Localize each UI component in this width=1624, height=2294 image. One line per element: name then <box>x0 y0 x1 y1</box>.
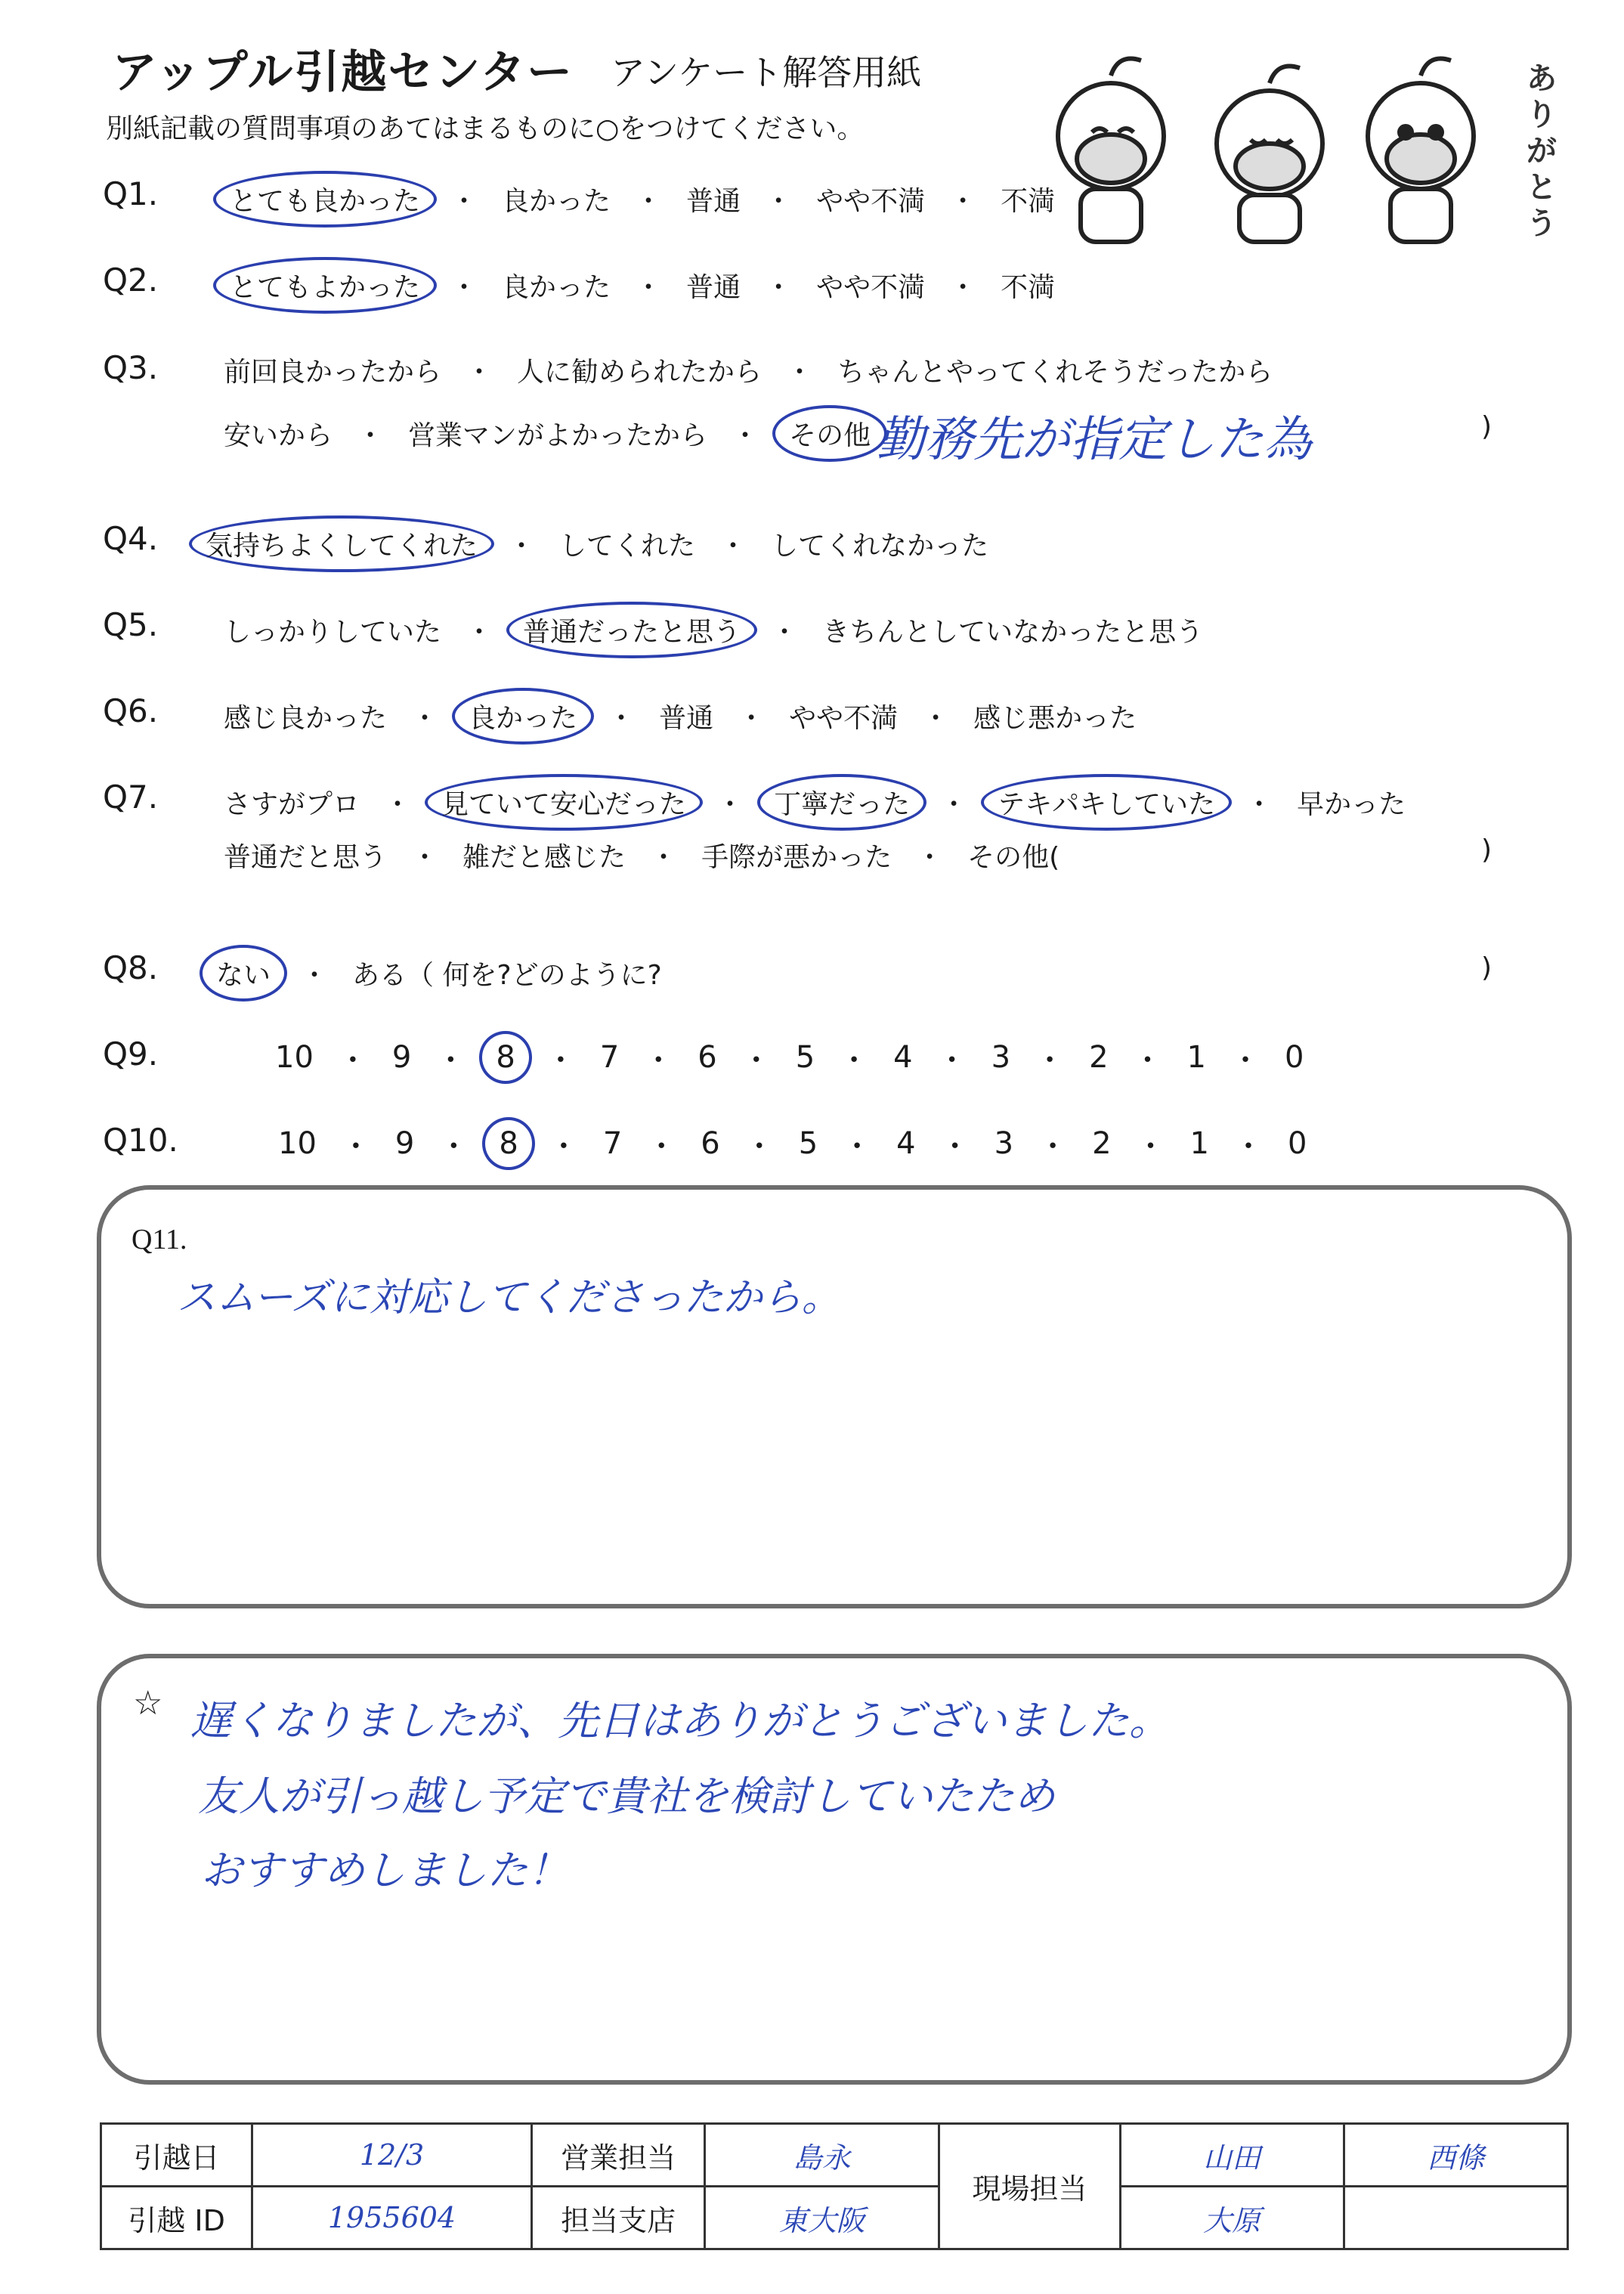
q10-option-3[interactable]: 3 <box>994 1126 1014 1161</box>
mascot-2-icon <box>1217 67 1322 243</box>
q6-option-3[interactable]: 普通 <box>659 703 714 734</box>
q8-option-1[interactable]: ない <box>200 945 287 1001</box>
q3-options-line1: 前回良かったから ・ 人に勧められたから ・ ちゃんとやってくれそうだったから <box>213 346 1283 394</box>
q7-option-1[interactable]: さすがプロ <box>224 789 360 820</box>
q1-options: とても良かった ・ 良かった ・ 普通 ・ やや不満 ・ 不満 <box>213 171 1066 228</box>
q7-options-line2: 普通だと思う ・ 雑だと感じた ・ 手際が悪かった ・ その他( <box>213 831 1070 879</box>
q5-option-3[interactable]: きちんとしていなかったと思う <box>822 617 1204 648</box>
q3-close-paren: ) <box>1481 411 1493 442</box>
q3-option-6[interactable]: その他 <box>772 405 887 462</box>
q5-label: Q5. <box>103 606 159 643</box>
q9-option-10[interactable]: 10 <box>275 1040 314 1075</box>
page-subtitle: アンケート解答用紙 <box>611 52 922 93</box>
q7-option-7[interactable]: 雑だと感じた <box>462 842 626 873</box>
branch-value[interactable]: 東大阪 <box>705 2187 939 2249</box>
site-staff-2[interactable]: 西條 <box>1344 2124 1567 2187</box>
q1-option-2[interactable]: 良かった <box>502 186 611 217</box>
q6-option-5[interactable]: 感じ悪かった <box>973 703 1137 734</box>
q9-option-1[interactable]: 1 <box>1186 1040 1206 1075</box>
q9-option-8[interactable]: 8 <box>479 1031 531 1084</box>
page-title: アップル引越センター <box>112 46 574 99</box>
q8-label: Q8. <box>103 949 159 986</box>
q10-option-5[interactable]: 5 <box>798 1126 818 1161</box>
q4-option-2[interactable]: してくれた <box>559 531 696 562</box>
q7-label: Q7. <box>103 779 159 816</box>
move-date-label: 引越日 <box>101 2124 252 2187</box>
comment-box[interactable] <box>97 1654 1572 2085</box>
q10-option-2[interactable]: 2 <box>1092 1126 1112 1161</box>
q7-option-9[interactable]: その他( <box>967 842 1060 873</box>
q9-option-3[interactable]: 3 <box>991 1040 1011 1075</box>
q4-label: Q4. <box>103 520 159 557</box>
q1-option-3[interactable]: 普通 <box>686 186 741 217</box>
q4-options: 気持ちよくしてくれた ・ してくれた ・ してくれなかった <box>189 515 999 572</box>
q10-option-1[interactable]: 1 <box>1189 1126 1209 1161</box>
q5-option-1[interactable]: しっかりしていた <box>224 617 442 648</box>
sales-value[interactable]: 島永 <box>705 2124 939 2187</box>
q7-option-8[interactable]: 手際が悪かった <box>701 842 892 873</box>
q2-option-3[interactable]: 普通 <box>686 272 741 303</box>
q9-option-5[interactable]: 5 <box>795 1040 815 1075</box>
move-id-value[interactable]: 1955604 <box>252 2187 532 2249</box>
comment-line-2: 友人が引っ越し予定で貴社を検討していたため <box>198 1772 1055 1820</box>
q8-close-paren: ) <box>1481 952 1493 983</box>
q10-option-10[interactable]: 10 <box>278 1126 317 1161</box>
q7-options-line1: さすがプロ ・ 見ていて安心だった ・ 丁寧だった ・ テキパキしていた ・ 早かった <box>213 774 1416 831</box>
q1-option-1[interactable]: とても良かった <box>213 171 437 228</box>
q3-other-answer: 勤務先が指定した為 <box>877 412 1312 468</box>
move-date-value[interactable]: 12/3 <box>252 2124 532 2187</box>
q2-label: Q2. <box>103 262 159 299</box>
q11-answer: スムーズに対応してくださったから。 <box>177 1275 841 1320</box>
mascot-illustration <box>1028 45 1511 249</box>
q6-option-4[interactable]: やや不満 <box>789 703 899 734</box>
site-staff-3[interactable]: 大原 <box>1120 2187 1344 2249</box>
q2-option-1[interactable]: とてもよかった <box>213 257 437 314</box>
q7-close-paren: ) <box>1481 834 1493 865</box>
q11-label: Q11. <box>131 1224 187 1255</box>
site-staff-4[interactable] <box>1344 2187 1567 2249</box>
q3-option-4[interactable]: 安いから <box>224 420 333 451</box>
q4-option-3[interactable]: してくれなかった <box>771 531 989 562</box>
move-id-label: 引越 ID <box>101 2187 252 2249</box>
q1-label: Q1. <box>103 175 159 212</box>
sales-label: 営業担当 <box>531 2124 705 2187</box>
q2-option-2[interactable]: 良かった <box>502 272 611 303</box>
q10-option-0[interactable]: 0 <box>1287 1126 1307 1161</box>
q6-option-2[interactable]: 良かった <box>452 688 594 745</box>
branch-label: 担当支店 <box>531 2187 705 2249</box>
q2-option-4[interactable]: やや不満 <box>816 272 926 303</box>
q2-options: とてもよかった ・ 良かった ・ 普通 ・ やや不満 ・ 不満 <box>213 257 1066 314</box>
q10-option-9[interactable]: 9 <box>394 1126 415 1161</box>
mascot-1-icon <box>1058 59 1164 243</box>
q9-label: Q9. <box>103 1036 159 1073</box>
q5-option-2[interactable]: 普通だったと思う <box>506 602 757 658</box>
q3-label: Q3. <box>103 349 159 386</box>
info-table <box>100 2122 1569 2250</box>
q10-option-8[interactable]: 8 <box>482 1117 534 1170</box>
q10-option-4[interactable]: 4 <box>896 1126 916 1161</box>
q7-option-4[interactable]: テキパキしていた <box>981 774 1232 831</box>
q9-option-7[interactable]: 7 <box>599 1040 620 1075</box>
comment-star-icon: ☆ <box>133 1685 163 1722</box>
q7-option-2[interactable]: 見ていて安心だった <box>425 774 703 831</box>
q6-label: Q6. <box>103 692 159 729</box>
q6-option-1[interactable]: 感じ良かった <box>224 703 388 734</box>
q1-option-4[interactable]: やや不満 <box>816 186 926 217</box>
q9-option-4[interactable]: 4 <box>893 1040 913 1075</box>
q9-option-2[interactable]: 2 <box>1089 1040 1109 1075</box>
site-label: 現場担当 <box>939 2124 1121 2249</box>
comment-line-1: 遅くなりましたが、先日はありがとうございました。 <box>190 1697 1170 1744</box>
q9-option-0[interactable]: 0 <box>1284 1040 1304 1075</box>
mascot-caption: ありがとう <box>1527 61 1557 241</box>
q10-label: Q10. <box>103 1122 178 1159</box>
q11-answer-box[interactable] <box>97 1185 1572 1608</box>
q10-option-7[interactable]: 7 <box>602 1126 623 1161</box>
q3-option-3[interactable]: ちゃんとやってくれそうだったから <box>837 357 1273 388</box>
q8-option-2[interactable]: ある（ 何を?どのように? <box>352 960 662 991</box>
q7-option-5[interactable]: 早かった <box>1297 789 1406 820</box>
q7-option-3[interactable]: 丁寧だった <box>757 774 926 831</box>
q1-option-5[interactable]: 不満 <box>1001 186 1056 217</box>
q3-option-2[interactable]: 人に勧められたから <box>517 357 763 388</box>
comment-line-3: おすすめしました！ <box>201 1847 569 1894</box>
q4-option-1[interactable]: 気持ちよくしてくれた <box>189 515 494 572</box>
q3-option-5[interactable]: 営業マンがよかったから <box>408 420 708 451</box>
q5-options: しっかりしていた ・ 普通だったと思う ・ きちんとしていなかったと思う <box>213 602 1214 658</box>
q3-option-1[interactable]: 前回良かったから <box>224 357 442 388</box>
q9-option-6[interactable]: 6 <box>698 1040 717 1075</box>
q10-option-6[interactable]: 6 <box>701 1126 720 1161</box>
instruction-text: 別紙記載の質問事項のあてはまるものに○をつけてください。 <box>106 113 865 144</box>
q3-options-line2: 安いから ・ 営業マンがよかったから ・ その他 <box>213 405 887 462</box>
q6-options: 感じ良かった ・ 良かった ・ 普通 ・ やや不満 ・ 感じ悪かった <box>213 688 1147 745</box>
q10-options: 10 ・ 9 ・ 8 ・ 7 ・ 6 ・ 5 ・ 4 ・ 3 ・ 2 ・ 1 ・ 0 <box>268 1117 1317 1170</box>
q9-option-9[interactable]: 9 <box>391 1040 412 1075</box>
site-staff-1[interactable]: 山田 <box>1120 2124 1344 2187</box>
q9-options: 10 ・ 9 ・ 8 ・ 7 ・ 6 ・ 5 ・ 4 ・ 3 ・ 2 ・ 1 ・ 0 <box>264 1031 1314 1084</box>
mascot-3-icon <box>1368 59 1474 243</box>
q8-options: ない ・ ある（ 何を?どのように? <box>200 945 673 1001</box>
q7-option-6[interactable]: 普通だと思う <box>224 842 388 873</box>
q2-option-5[interactable]: 不満 <box>1001 272 1056 303</box>
